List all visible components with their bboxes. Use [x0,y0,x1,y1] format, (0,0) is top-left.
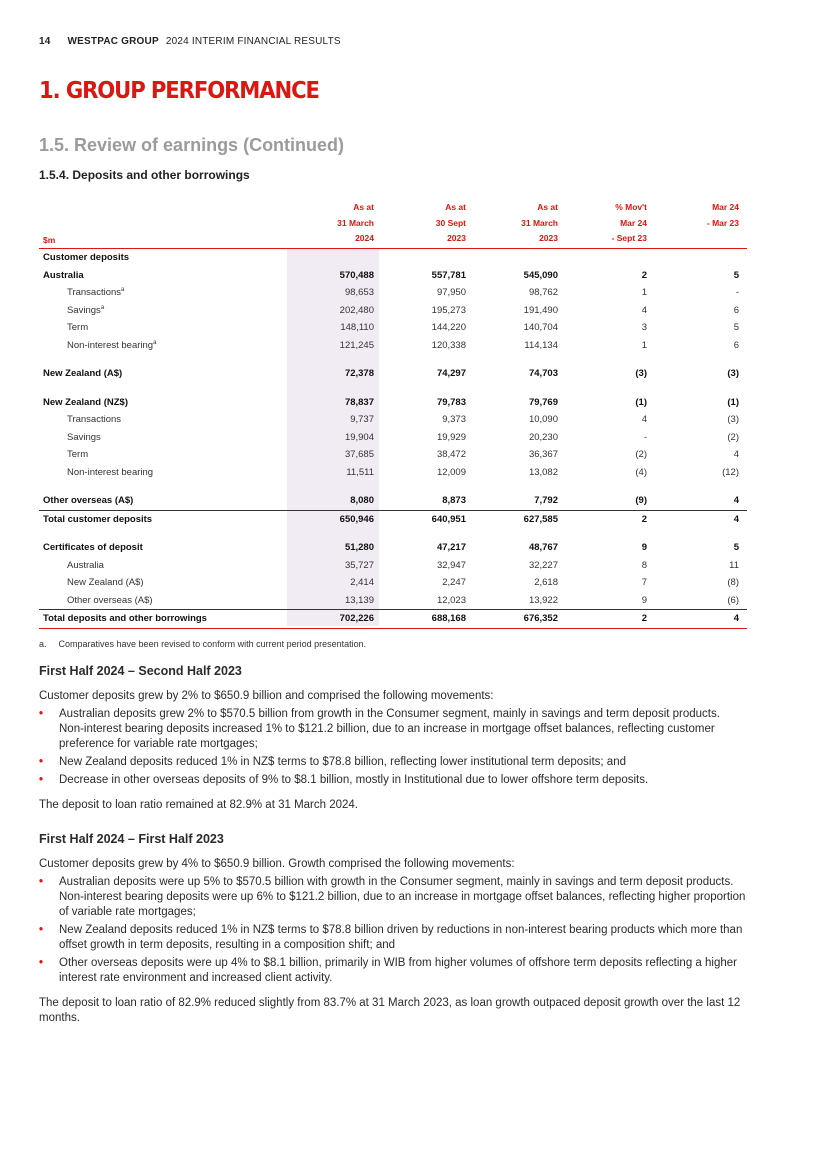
deposits-table [39,200,747,629]
table-row: Certificates of deposit 51,280 47,217 48,767 9 5 [43,542,739,553]
list-item: • Decrease in other overseas deposits of 9% to $8.1 billion, mostly in Institutional due to lower offshore term deposits. [39,774,649,786]
commentary-h1-vs-h2 [39,664,747,813]
table-row: Savings 19,904 19,929 20,230 - (2) [67,431,739,443]
commentary-bullets [39,707,747,788]
table-row: Transactions 9,737 9,373 10,090 4 (3) [67,414,739,425]
list-item: • Australian deposits were up 5% to $570.5 billion with growth in the Consumer segment, mainly in savings and term deposit products. Non-interest bearing deposits were up 6% to $121.2 billion, due to an increase in mortgage offset balances, reflecting higher proportion of variable rate mortgages; [39,876,746,918]
commentary-intro: Customer deposits grew by 4% to $650.9 billion. Growth comprised the following movements: [39,858,515,870]
unit-label: $m [43,235,56,245]
col-header-mov-sept: % Mov't Mar 24 - Sept 23 [611,202,647,243]
table-row: New Zealand (A$) 2,414 2,247 2,618 7 (8) [67,577,739,588]
table-row: Non-interest bearing$^a$ 121,245 120,338 114,134 1 6 [67,339,739,351]
commentary-h1-vs-h1 [39,832,747,1026]
table-row: Transactions$^a$ 98,653 97,950 98,762 1 - [67,287,739,299]
table-body [39,249,747,629]
col-header-mov-mar: Mar 24 - Mar 23 [706,202,739,228]
col-header-mar-2023: As at 31 March 2023 [521,202,558,243]
table-row: Other overseas (A$) 8,080 8,873 7,792 (9) 4 [43,495,739,506]
section-title: 1. GROUP PERFORMANCE [39,78,319,104]
commentary-heading: First Half 2024 – Second Half 2023 [39,664,242,678]
table-header [39,200,747,249]
list-item: • New Zealand deposits reduced 1% in NZ$ terms to $78.8 billion, reflecting lower institutional term deposits; and [39,756,626,768]
running-header [39,36,341,47]
table-row: Australia 35,727 32,947 32,227 8 11 [67,559,739,571]
commentary-heading: First Half 2024 – First Half 2023 [39,832,224,846]
list-item: • Other overseas deposits were up 4% to $8.1 billion, primarily in WIB from higher volumes of offshore term deposits reflecting a higher interest rate environment and increased client activity. [39,957,737,984]
col-header-sept-2023: As at 30 Sept 2023 [435,202,466,243]
table-row: Other overseas (A$) 13,139 12,023 13,922 9 (6) [67,594,739,606]
table-row: New Zealand (NZ$) 78,837 79,783 79,769 (1) (1) [43,396,739,408]
table-row: Savings$^a$ 202,480 195,273 191,490 4 6 [67,304,739,316]
brand-name: WESTPAC GROUP [67,36,159,47]
list-item: • New Zealand deposits reduced 1% in NZ$ terms to $78.8 billion driven by reductions in non-interest bearing products which more than offset growth in term deposits, resulting in a composition shift; and [39,924,743,951]
table-row: Term 148,110 144,220 140,704 3 5 [67,322,739,333]
table-row: New Zealand (A$) 72,378 74,297 74,703 (3) (3) [43,368,739,379]
commentary-closing: The deposit to loan ratio of 82.9% reduced slightly from 83.7% at 31 March 2023, as loan growth outpaced deposit growth over the last 12 months. [39,997,741,1024]
table-footnote: a. Comparatives have been revised to conform with current period presentation. [39,639,367,649]
col-header-mar-2024: As at 31 March 2024 [337,202,374,243]
table-row: Customer deposits [43,252,130,263]
table-row-total: Total customer deposits 650,946 640,951 627,585 2 4 [39,510,747,529]
table-row-grand-total: Total deposits and other borrowings 702,226 688,168 676,352 2 4 [39,609,747,629]
commentary-intro: Customer deposits grew by 2% to $650.9 billion and comprised the following movements: [39,690,494,702]
subsection-title: 1.5. Review of earnings (Continued) [39,135,345,155]
page-number: 14 [39,36,51,47]
table-title: 1.5.4. Deposits and other borrowings [39,168,250,182]
commentary-closing: The deposit to loan ratio remained at 82.9% at 31 March 2024. [39,799,359,811]
table-row: Australia 570,488 557,781 545,090 2 5 [43,269,739,281]
table-row: Non-interest bearing 11,511 12,009 13,082 (4) (12) [67,466,739,478]
list-item: • Australian deposits grew 2% to $570.5 billion from growth in the Consumer segment, mainly in savings and term deposit products. Non-interest bearing deposits increased 1% to $121.2 billion, due to an increase in mortgage offset balances, reflecting customer preference for variable rate mortgages; [39,708,720,750]
commentary-bullets [39,875,747,986]
report-name: 2024 INTERIM FINANCIAL RESULTS [165,36,341,47]
table-row: Term 37,685 38,472 36,367 (2) 4 [67,449,739,460]
